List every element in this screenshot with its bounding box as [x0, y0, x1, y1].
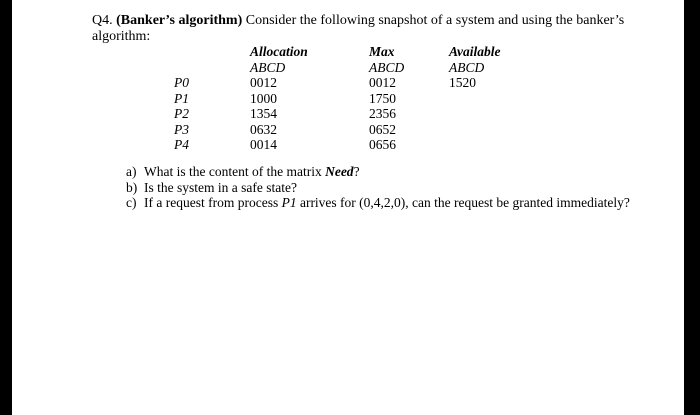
subheader-available: ABCD [449, 60, 485, 75]
subquestion-label: b) [126, 180, 138, 195]
process-label: P2 [174, 106, 189, 121]
subquestion-text: What is the content of the matrix [144, 164, 326, 179]
process-label: P0 [174, 75, 189, 90]
allocation-value: 1354 [250, 106, 277, 121]
allocation-value: 0012 [250, 75, 277, 90]
max-value: 2356 [369, 106, 396, 121]
question-body: Consider the following snapshot of a system and using the banker’s algorithm: [92, 13, 625, 44]
process-label: P4 [174, 137, 189, 152]
subquestion-label: a) [126, 164, 137, 179]
process-label: P3 [174, 122, 189, 137]
subheader-max: ABCD [369, 60, 405, 75]
header-max: Max [369, 44, 395, 59]
subquestion-text: ? [353, 164, 360, 179]
allocation-value: 0014 [250, 137, 277, 152]
max-value: 0656 [369, 137, 396, 152]
available-value: 1520 [449, 75, 476, 90]
need-term: Need [325, 164, 354, 179]
process-label: P1 [174, 91, 189, 106]
subquestion-label: c) [126, 195, 137, 210]
question-title: (Banker’s algorithm) [116, 13, 243, 28]
question-number: Q4. [92, 13, 113, 28]
max-value: 0652 [369, 122, 396, 137]
max-value: 1750 [369, 91, 396, 106]
subquestion-text: If a request from process [144, 195, 282, 210]
subquestion-c [126, 195, 630, 211]
subquestion-text: Is the system in a safe state? [144, 180, 297, 195]
question-text [92, 13, 652, 45]
allocation-value: 0632 [250, 122, 277, 137]
process-term: P1 [281, 195, 297, 210]
header-allocation: Allocation [250, 44, 308, 59]
subquestion-a [126, 164, 360, 180]
subheader-allocation: ABCD [250, 60, 286, 75]
subquestion-text: arrives for (0,4,2,0), can the request be granted immediately? [296, 195, 630, 210]
header-available: Available [449, 44, 501, 59]
max-value: 0012 [369, 75, 396, 90]
document-page [12, 0, 684, 415]
allocation-value: 1000 [250, 91, 277, 106]
subquestion-b [126, 180, 297, 196]
